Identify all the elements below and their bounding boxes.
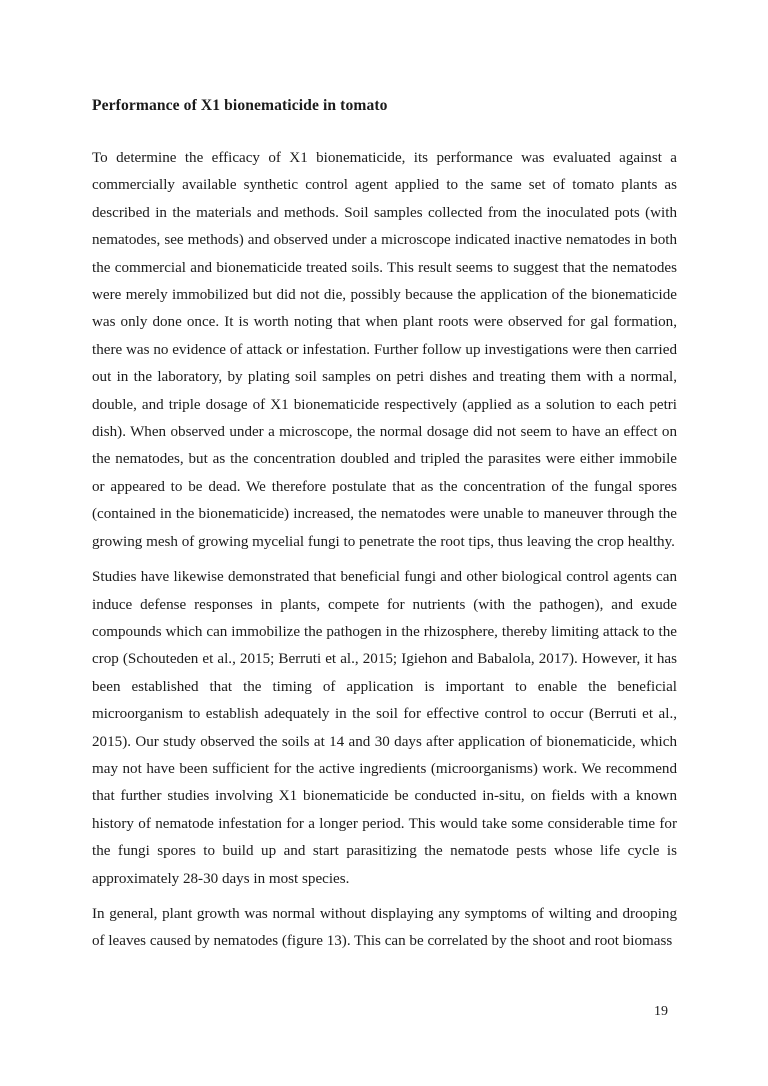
paragraph-literature-discussion: Studies have likewise demonstrated that beneficial fungi and other biological control agents can induce defense responses in plants, compete for nutrients (with the pathogen), and exude compounds which can immobilize the pathogen in the rhizosphere, thereby limiting attack to the crop (Schouteden et al., 2015; Berruti et al., 2015; Igiehon and Babalola, 2017). However, it has been established that the timing of application is important to enable the beneficial microorganism to establish adequately in the soil for effective control to occur (Berruti et al., 2015). Our study observed the soils at 14 and 30 days after application of bionematicide, which may not have been sufficient for the active ingredients (microorganisms) work. We recommend that further studies involving X1 bionematicide be conducted in-situ, on fields with a known history of nematode infestation for a longer period. This would take some considerable time for the fungi spores to build up and start parasitizing the nematode pests whose life cycle is approximately 28-30 days in most species. bbox=[92, 569, 677, 887]
paragraph-performance-results: To determine the efficacy of X1 bionematicide, its performance was evaluated against a commercially available synthetic control agent applied to the same set of tomato plants as described in the materials and methods. Soil samples collected from the inoculated pots (with nematodes, see methods) and observed under a microscope indicated inactive nematodes in both the commercial and bionematicide treated soils. This result seems to suggest that the nematodes were merely immobilized but did not die, possibly because the application of the bionematicide was only done once. It is worth noting that when plant roots were observed for gal formation, there was no evidence of attack or infestation. Further follow up investigations were then carried out in the laboratory, by plating soil samples on petri dishes and treating them with a normal, double, and triple dosage of X1 bionematicide respectively (applied as a solution to each petri dish). When observed under a microscope, the normal dosage did not seem to have an effect on the nematodes, but as the concentration doubled and tripled the parasites were either immobile or appeared to be dead. We therefore postulate that as the concentration of the fungal spores (contained in the bionematicide) increased, the nematodes were unable to maneuver through the growing mesh of growing mycelial fungi to penetrate the root tips, thus leaving the crop healthy. bbox=[92, 150, 677, 550]
page-number: 19 bbox=[654, 1004, 668, 1019]
section-heading: Performance of X1 bionematicide in tomato bbox=[92, 97, 388, 114]
paragraph-plant-growth: In general, plant growth was normal without displaying any symptoms of wilting and drooping of leaves caused by nematodes (figure 13). This can be correlated by the shoot and root biomass bbox=[92, 905, 677, 950]
page-content bbox=[92, 92, 677, 964]
